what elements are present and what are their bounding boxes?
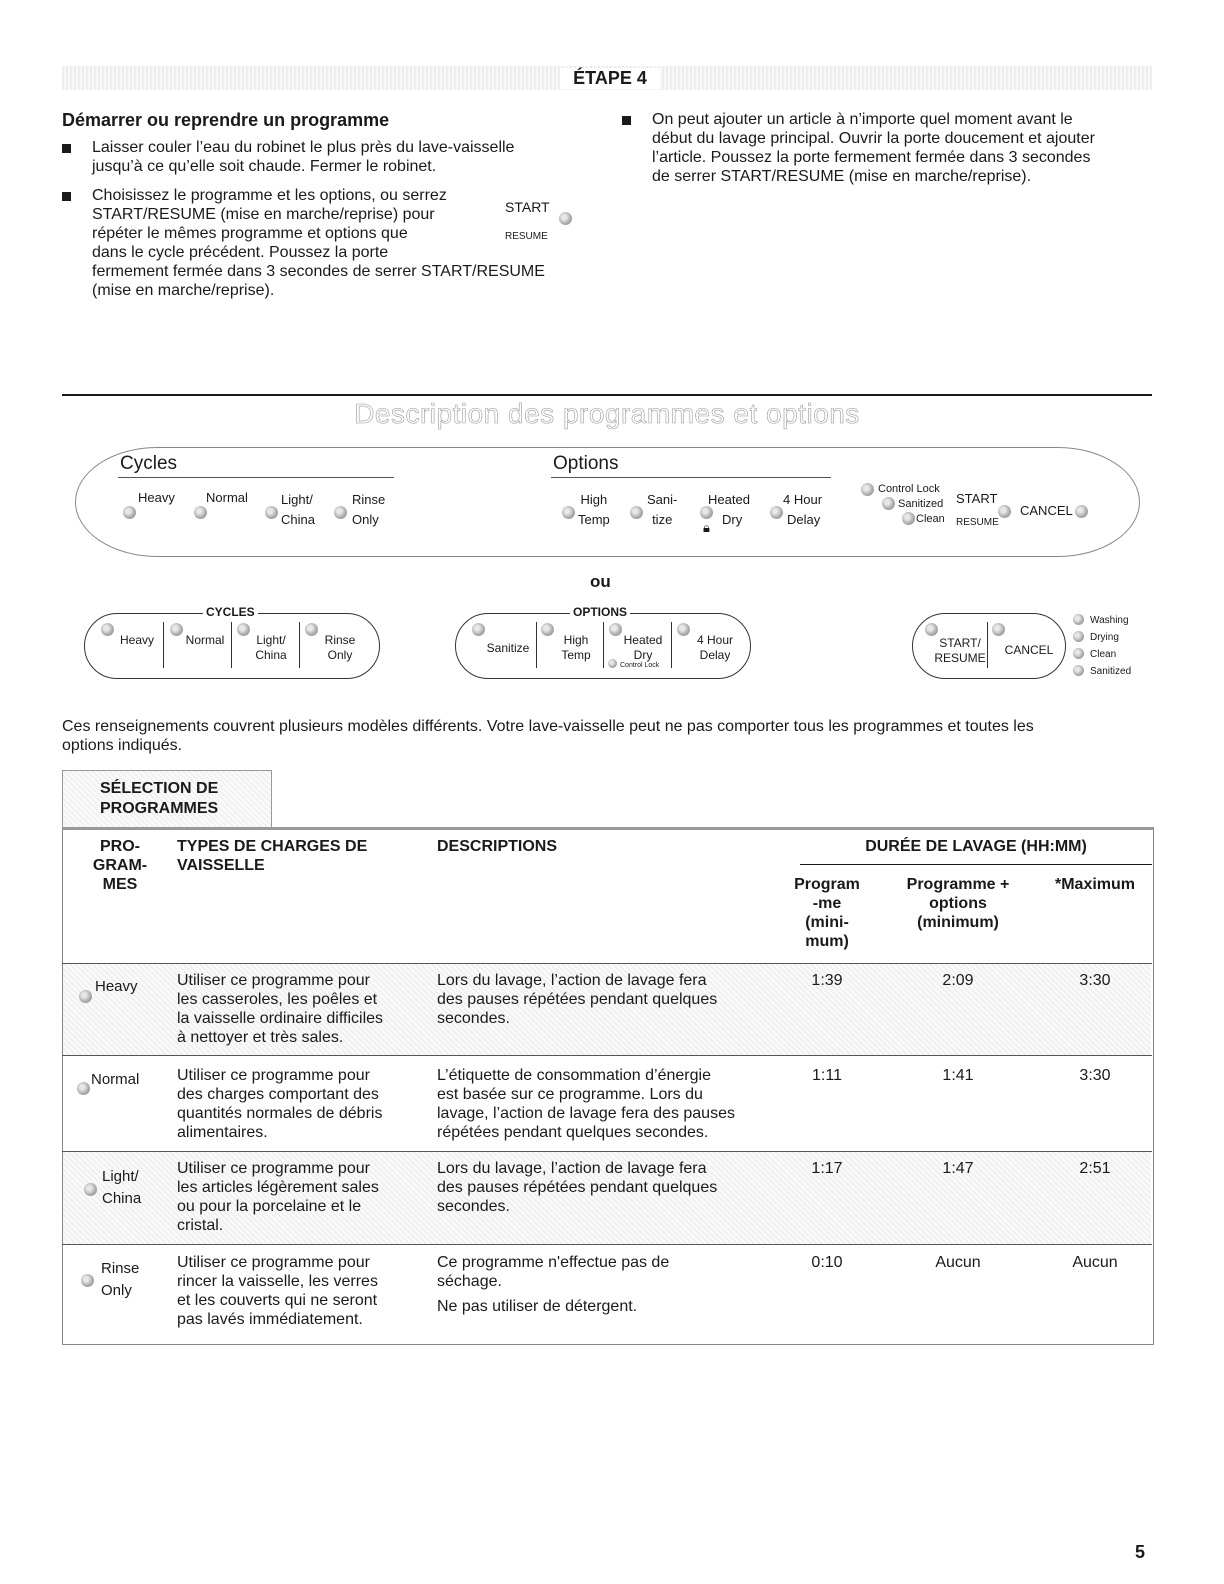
header-duration: DURÉE DE LAVAGE (HH:MM) <box>865 838 1087 855</box>
duration-maximum: Aucun <box>1072 1254 1118 1271</box>
sanitize-button[interactable]: Sanitize <box>486 641 530 655</box>
description <box>437 1066 735 1142</box>
resume-label: RESUME <box>956 517 999 528</box>
duration-minimum: 0:10 <box>811 1254 843 1271</box>
description-line: séchage. <box>437 1273 502 1290</box>
start-indicator-icon <box>998 505 1011 518</box>
duration-with-options: Aucun <box>935 1254 981 1271</box>
header-load-types-line: TYPES DE CHARGES DE <box>177 838 368 855</box>
duration-minimum: 1:17 <box>811 1160 843 1177</box>
description <box>437 1253 669 1316</box>
normal-button[interactable]: Normal <box>185 633 225 647</box>
program-name: Normal <box>91 1071 140 1088</box>
load-types-line: cristal. <box>177 1217 224 1234</box>
options-label: Options <box>553 453 619 474</box>
heavy-button[interactable]: Heavy <box>119 633 154 647</box>
clean-label: Clean <box>916 513 945 525</box>
table-tab-title-line: SÉLECTION DE <box>100 780 219 797</box>
description-line: secondes. <box>437 1198 510 1215</box>
load-types-line: Utiliser ce programme pour <box>177 972 370 989</box>
page-number: 5 <box>1135 1542 1146 1562</box>
header-program <box>90 837 150 894</box>
cancel-button[interactable]: CANCEL <box>1020 503 1073 518</box>
high-label: High <box>563 633 589 647</box>
description-line: des pauses répétées pendant quelques <box>437 991 718 1008</box>
description <box>437 1159 717 1216</box>
sani-label: Sani- <box>647 492 678 507</box>
pill-separator <box>536 622 537 668</box>
rinse-only-indicator-icon <box>334 506 347 519</box>
load-types-line: ou pour la porcelaine et le <box>177 1198 362 1215</box>
load-types-line: alimentaires. <box>177 1124 268 1141</box>
section-divider <box>62 394 1152 396</box>
duration-maximum: 3:30 <box>1079 972 1111 989</box>
hour-delay-button[interactable] <box>684 633 746 663</box>
control-lock-indicator-icon <box>608 659 617 668</box>
heated-dry-button[interactable] <box>708 490 750 530</box>
normal-indicator-icon <box>77 1082 90 1095</box>
delay-label: Delay <box>787 512 821 527</box>
row-divider <box>62 963 1152 964</box>
header-with-options-line: (minimum) <box>917 914 999 931</box>
header-minimum-line: (mini- <box>805 914 849 931</box>
light-china-indicator-icon <box>84 1183 97 1196</box>
rinse-label: Rinse <box>324 633 356 647</box>
sanitize-button[interactable] <box>647 490 677 530</box>
section-title: Démarrer ou reprendre un programme <box>62 110 390 130</box>
description <box>437 971 717 1028</box>
hour-label: 4 Hour <box>783 492 823 507</box>
description-line: des pauses répétées pendant quelques <box>437 1179 718 1196</box>
table-row <box>62 968 1152 1054</box>
bullet-square <box>62 144 71 153</box>
header-maximum: *Maximum <box>1054 876 1136 893</box>
cycles-underline <box>118 477 394 478</box>
header-load-types <box>177 837 367 875</box>
washing-indicator-icon <box>1073 614 1084 625</box>
duration-divider <box>800 864 1152 865</box>
load-types <box>177 1159 379 1235</box>
control-lock-indicator-icon <box>861 483 874 496</box>
coverage-note-line: Ces renseignements couvrent plusieurs modèles différents. Votre lave-vaisselle peut ne pas comporter tous les programmes et toutes les <box>62 718 1034 735</box>
tize-label: tize <box>652 512 673 527</box>
heavy-button[interactable]: Heavy <box>138 490 175 505</box>
sanitized-label: Sanitized <box>1090 666 1132 677</box>
start-button-label: START <box>505 199 550 215</box>
row-divider <box>62 1055 1152 1056</box>
description-line: lavage, l’action de lavage fera des pauses <box>437 1105 735 1122</box>
table-tab-title-line: PROGRAMMES <box>100 800 219 817</box>
clean-indicator-icon <box>902 512 915 525</box>
header-with-options-line: options <box>929 895 987 912</box>
sanitized-indicator-icon <box>1073 665 1084 676</box>
heavy-indicator-icon <box>79 990 92 1003</box>
description-line: Ne pas utiliser de détergent. <box>437 1298 638 1315</box>
rinse-only-button[interactable] <box>312 633 368 663</box>
bullet-2-line: dans le cycle précédent. Poussez la porte <box>92 244 389 261</box>
program-name-line: Rinse <box>101 1260 140 1277</box>
washing-label: Washing <box>1090 615 1129 626</box>
sanitize-indicator-icon <box>630 506 643 519</box>
description-line: Lors du lavage, l’action de lavage fera <box>437 972 707 989</box>
load-types-line: Utiliser ce programme pour <box>177 1160 370 1177</box>
hour-label: 4 Hour <box>696 633 734 647</box>
load-types-line: quantités normales de débris <box>177 1105 383 1122</box>
heated-dry-button[interactable] <box>612 633 674 663</box>
coverage-note <box>62 717 1152 755</box>
row-divider <box>62 1244 1152 1245</box>
table-row <box>62 1252 1152 1338</box>
header-descriptions: DESCRIPTIONS <box>437 838 558 855</box>
high-temp-button[interactable] <box>548 633 604 663</box>
bullet-2-line: fermement fermée dans 3 secondes de serrer START/RESUME <box>92 263 545 280</box>
duration-with-options: 2:09 <box>942 972 974 989</box>
delay-label: Delay <box>699 648 731 662</box>
clean-label: Clean <box>1090 649 1117 660</box>
header-with-options-line: Programme + <box>906 876 1010 893</box>
load-types-line: et les couverts qui ne seront <box>177 1292 378 1309</box>
light-label: Light/ <box>256 633 286 647</box>
header-program-line: MES <box>102 876 138 893</box>
start-indicator-icon <box>559 212 572 225</box>
pill-separator <box>163 622 164 668</box>
start-resume-button[interactable] <box>932 636 988 666</box>
description-line: L’étiquette de consommation d’énergie <box>437 1067 711 1084</box>
sanitized-indicator-icon <box>882 497 895 510</box>
only-label: Only <box>352 512 379 527</box>
header-minimum-line: Program <box>794 876 860 893</box>
temp-label: Temp <box>578 512 610 527</box>
duration-maximum: 2:51 <box>1079 1160 1111 1177</box>
bullet-square <box>622 116 631 125</box>
load-types <box>177 971 383 1047</box>
or-separator: ou <box>590 572 611 591</box>
cycles-label: Cycles <box>120 453 178 474</box>
cancel-indicator-icon <box>992 623 1005 636</box>
normal-indicator-icon <box>194 506 207 519</box>
options-pill-title: OPTIONS <box>570 605 630 619</box>
header-load-types-line: VAISSELLE <box>177 857 265 874</box>
start-indicator-icon <box>925 623 938 636</box>
bullet-1-line: jusqu’à ce qu’elle soit chaude. Fermer le robinet. <box>92 158 437 175</box>
table-row <box>62 1156 1152 1242</box>
high-temp-indicator-icon <box>562 506 575 519</box>
china-label: China <box>255 648 287 662</box>
program-name-line: China <box>102 1190 142 1207</box>
drying-label: Drying <box>1090 632 1119 643</box>
cancel-indicator-icon <box>1075 505 1088 518</box>
description-line: Lors du lavage, l’action de lavage fera <box>437 1160 707 1177</box>
normal-button[interactable]: Normal <box>206 490 248 505</box>
header-program-line: GRAM- <box>92 857 148 874</box>
light-china-indicator-icon <box>265 506 278 519</box>
row-divider <box>62 1151 1152 1152</box>
only-label: Only <box>327 648 353 662</box>
bullet-3-line: de serrer START/RESUME (mise en marche/reprise). <box>652 168 1032 185</box>
coverage-note-line: options indiqués. <box>62 737 183 754</box>
high-temp-button[interactable] <box>578 490 610 530</box>
light-label: Light/ <box>281 492 313 507</box>
duration-minimum: 1:11 <box>812 1067 842 1084</box>
hour-delay-indicator-icon <box>770 506 783 519</box>
heated-label: Heated <box>623 633 663 647</box>
load-types-line: les articles légèrement sales <box>177 1179 379 1196</box>
program-name: Heavy <box>95 978 138 995</box>
bullet-2-line: répéter le mêmes programme et options que <box>92 225 408 242</box>
header-program-line: PRO- <box>100 838 140 855</box>
lock-icon: 🔒︎ <box>703 520 710 535</box>
program-name-line: Only <box>101 1282 132 1299</box>
high-label: High <box>580 492 608 507</box>
header-minimum-line: mum) <box>805 933 849 950</box>
bullet-2-line: (mise en marche/reprise). <box>92 282 275 299</box>
china-label: China <box>281 512 315 527</box>
bullet-3 <box>622 110 1152 190</box>
bullet-1 <box>62 138 582 178</box>
dry-label: Dry <box>633 648 653 662</box>
description-line: répétées pendant quelques secondes. <box>437 1124 709 1141</box>
heated-label: Heated <box>708 492 750 507</box>
description-line: est basée sur ce programme. Lors du <box>437 1086 703 1103</box>
bullet-3-line: début du lavage principal. Ouvrir la porte doucement et ajouter <box>652 130 1095 147</box>
load-types-line: des charges comportant des <box>177 1086 379 1103</box>
drying-indicator-icon <box>1073 631 1084 642</box>
header-with-options <box>893 875 1023 932</box>
temp-label: Temp <box>561 648 591 662</box>
bullet-2-line: Choisissez le programme et les options, ou serrez <box>92 187 447 204</box>
load-types-line: Utiliser ce programme pour <box>177 1067 370 1084</box>
duration-with-options: 1:47 <box>942 1160 974 1177</box>
program-name-line: Light/ <box>102 1168 139 1185</box>
load-types-line: la vaisselle ordinaire difficiles <box>177 1010 384 1027</box>
bullet-2-line: START/RESUME (mise en marche/reprise) pour <box>92 206 435 223</box>
rinse-only-button[interactable] <box>352 490 385 530</box>
sanitize-indicator-icon <box>472 623 485 636</box>
bullet-3-line: On peut ajouter un article à n’importe quel moment avant le <box>652 111 1073 128</box>
duration-with-options: 1:41 <box>942 1067 974 1084</box>
duration-minimum: 1:39 <box>811 972 843 989</box>
rinse-label: Rinse <box>352 492 386 507</box>
load-types <box>177 1253 378 1329</box>
cancel-button[interactable]: CANCEL <box>1004 643 1054 657</box>
load-types-line: Utiliser ce programme pour <box>177 1254 370 1271</box>
step-label: ÉTAPE 4 <box>560 68 660 89</box>
control-lock-label: Control Lock <box>620 662 660 669</box>
program-name <box>102 1166 141 1210</box>
hour-delay-button[interactable] <box>783 490 822 530</box>
rinse-only-indicator-icon <box>81 1274 94 1287</box>
table-row <box>62 1063 1152 1149</box>
bullet-3-line: l’article. Poussez la porte fermement fermée dans 3 secondes <box>652 149 1091 166</box>
load-types-line: à nettoyer et très sales. <box>177 1029 344 1046</box>
start-button[interactable]: START <box>956 491 998 506</box>
control-lock-label: Control Lock <box>878 483 940 495</box>
header-minimum <box>785 875 869 951</box>
program-name <box>101 1258 139 1302</box>
load-types-line: rincer la vaisselle, les verres <box>177 1273 378 1290</box>
sanitized-label: Sanitized <box>898 498 944 510</box>
dry-label: Dry <box>722 512 743 527</box>
description-title: Description des programmes et options <box>354 398 860 429</box>
bullet-square <box>62 192 71 201</box>
clean-indicator-icon <box>1073 648 1084 659</box>
start-label: START/ <box>939 636 981 650</box>
load-types-line: les casseroles, les poêles et <box>177 991 378 1008</box>
light-china-button[interactable] <box>240 633 302 663</box>
bullet-1-line: Laisser couler l’eau du robinet le plus près du lave-vaisselle <box>92 139 515 156</box>
description-line: Ce programme n'effectue pas de <box>437 1254 670 1271</box>
cycles-pill-title: CYCLES <box>203 605 258 619</box>
description-line: secondes. <box>437 1010 510 1027</box>
load-types-line: pas lavés immédiatement. <box>177 1311 363 1328</box>
heavy-indicator-icon <box>123 506 136 519</box>
load-types <box>177 1066 382 1142</box>
table-tab-title <box>100 779 218 819</box>
resume-button-label: RESUME <box>505 231 548 242</box>
light-china-button[interactable] <box>281 490 315 530</box>
resume-label: RESUME <box>934 651 986 665</box>
duration-maximum: 3:30 <box>1079 1067 1111 1084</box>
header-minimum-line: -me <box>812 895 842 912</box>
options-underline <box>551 477 831 478</box>
